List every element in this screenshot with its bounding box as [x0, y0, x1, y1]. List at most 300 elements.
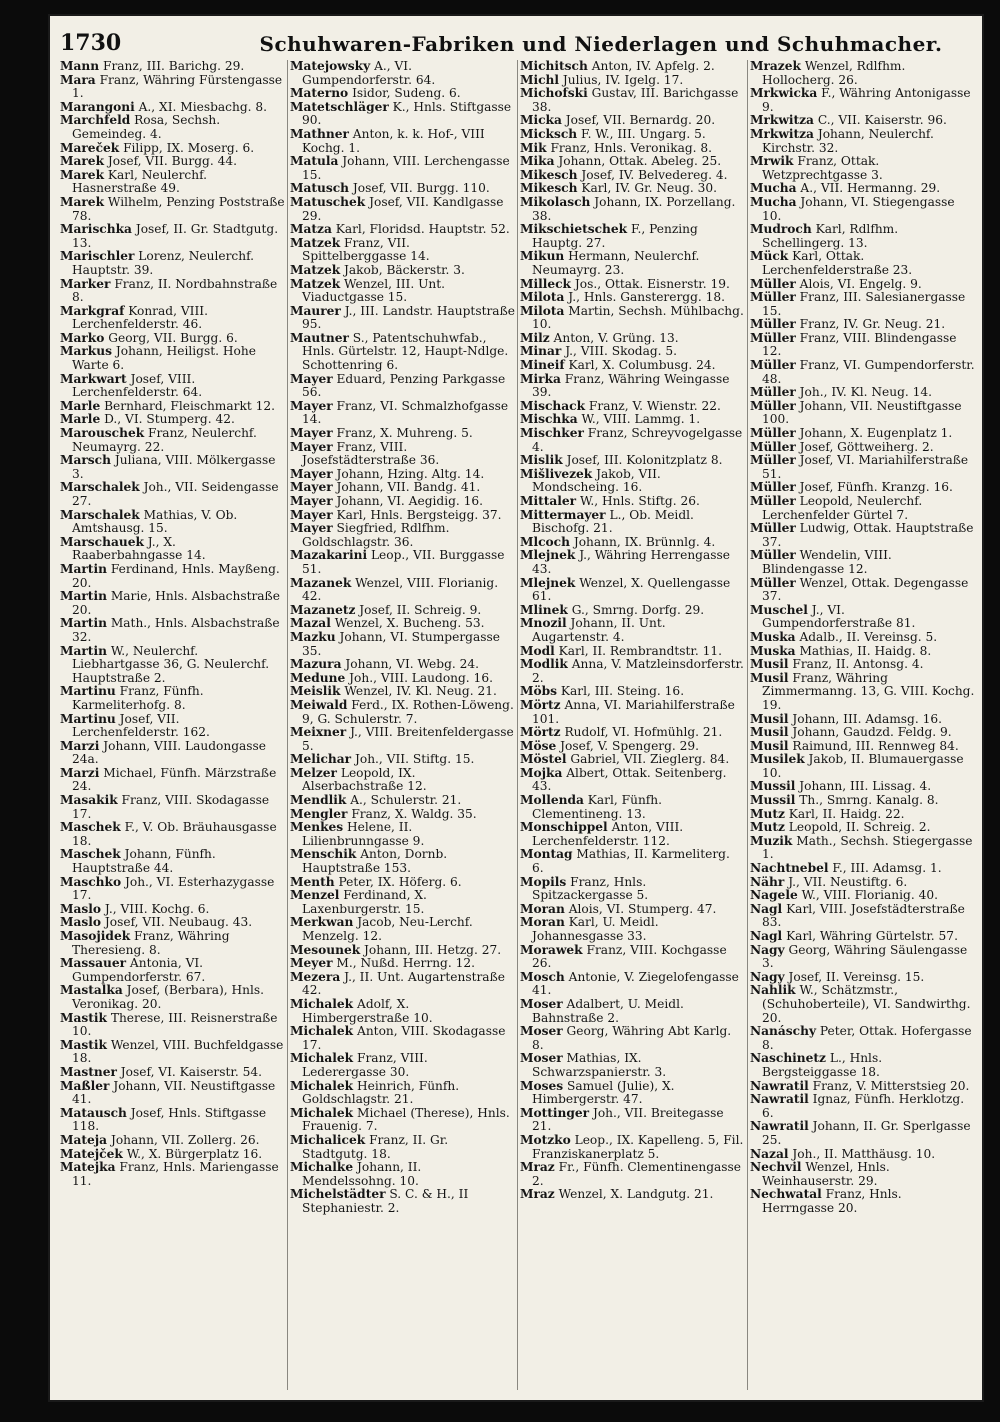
entry-name: Mörtz [520, 697, 561, 712]
entry-address: F., V. Ob. Bräuhausgasse 18. [72, 820, 277, 848]
entry-name: Martin [60, 589, 107, 604]
directory-entry [60, 794, 285, 821]
entry-name: Monschippel [520, 820, 608, 835]
entry-name: Matejka [60, 1160, 116, 1175]
entry-name: Motzko [520, 1132, 571, 1147]
entry-address: Leop., VII. Burggasse 51. [302, 548, 505, 576]
directory-entry [60, 930, 285, 957]
entry-name: Mastik [60, 1010, 107, 1025]
entry-address: Antonia, VI. Gumpendorferstr. 67. [72, 956, 206, 984]
entry-name: Maschek [60, 847, 121, 862]
entry-address: A., VI. Gumpendorferstr. 64. [302, 60, 436, 87]
directory-entry [290, 876, 515, 890]
entry-address: Adalbert, U. Meidl. Bahnstraße 2. [532, 996, 684, 1025]
entry-name: Müller [750, 494, 796, 508]
entry-address: Franz, VII. Spittelberggasse 14. [302, 235, 430, 264]
entry-address: Anton, V. Grüng. 13. [553, 330, 679, 345]
entry-address: Joh., VIII. Laudong. 16. [349, 670, 493, 685]
entry-name: Nagy [750, 942, 785, 957]
entry-address: Karl, Floridsd. Hauptstr. 52. [335, 222, 510, 237]
entry-address: Anton, Dornb. Hauptstraße 153. [302, 847, 448, 876]
entry-address: Franz, Hnls. Mariengasse 11. [72, 1160, 279, 1188]
directory-entry [750, 794, 976, 808]
directory-entry [520, 1161, 745, 1188]
directory-entry [520, 74, 745, 88]
entry-address: Johann, IX. Porzellang. 38. [532, 194, 736, 223]
entry-address: W., Schätzmstr., (Schuhoberteile), VI. Sandwirthg. 20. [762, 983, 971, 1025]
directory-entry [290, 658, 515, 672]
directory-entry [520, 87, 745, 114]
entry-address: Josef, Fünfh. Kranzg. 16. [799, 480, 953, 495]
entry-address: C., VII. Kaiserstr. 96. [817, 113, 947, 128]
entry-name: Marzi [60, 765, 100, 780]
column-2 [288, 60, 518, 1390]
entry-address: Franz, II. Antonsg. 4. [792, 657, 924, 672]
directory-entry [60, 250, 285, 277]
directory-entry [750, 1080, 976, 1094]
directory-entry [290, 1134, 515, 1161]
directory-entry [290, 617, 515, 631]
entry-address: A., XI. Miesbachg. 8. [138, 99, 268, 114]
entry-address: Karl, II. Haidg. 22. [788, 806, 905, 821]
entry-address: G., Smrng. Dorfg. 29. [571, 602, 705, 617]
entry-address: Mathias, II. Haidg. 8. [799, 643, 932, 658]
entry-address: Heinrich, Fünfh. Goldschlagstr. 21. [302, 1078, 460, 1107]
entry-address: Georg, VII. Burgg. 6. [108, 330, 238, 345]
entry-name: Nahlik [750, 983, 796, 998]
entry-name: Mayer [290, 398, 333, 413]
entry-address: Johann, Neulerchf. Kirchstr. 32. [762, 126, 934, 155]
entry-address: Samuel (Julie), X. Himbergerstr. 47. [532, 1078, 675, 1107]
directory-entry [290, 427, 515, 441]
directory-entry [750, 889, 976, 903]
directory-entry [750, 631, 976, 645]
entry-name: Matzek [290, 262, 341, 277]
entry-name: Mareček [60, 140, 120, 155]
entry-address: K., Hnls. Stiftgasse 90. [302, 99, 512, 128]
entry-name: Marle [60, 412, 101, 427]
entry-name: Müller [750, 575, 796, 590]
entry-name: Meyer [290, 956, 333, 971]
entry-address: Jakob, II. Blumauergasse 10. [762, 752, 964, 780]
entry-name: Maurer [290, 303, 341, 318]
entry-name: Maschek [60, 820, 121, 835]
entry-address: Joh., II. Matthäusg. 10. [792, 1146, 936, 1161]
entry-name: Meiwald [290, 697, 348, 712]
directory-entry [520, 155, 745, 169]
directory-entry [290, 373, 515, 400]
column-3 [518, 60, 748, 1390]
entry-name: Marischka [60, 222, 132, 237]
entry-address: Johann, III. Lissag. 4. [799, 779, 932, 794]
page-number: 1730 [60, 30, 122, 56]
entry-address: Josef, II. Schreig. 9. [359, 602, 482, 617]
entry-address: Johann, VI. Stumpergasse 35. [302, 629, 500, 658]
entry-address: Franz, VIII. Josefstädterstraße 36. [302, 439, 440, 468]
entry-address: W., VIII. Florianig. 40. [801, 888, 938, 903]
entry-name: Mrkwitza [750, 113, 814, 128]
entry-address: Filipp, IX. Moserg. 6. [123, 140, 255, 155]
directory-entry [520, 509, 745, 536]
entry-address: Franz, VIII. Skodagasse 17. [72, 793, 270, 821]
entry-address: Marie, Hnls. Alsbachstraße 20. [72, 589, 280, 617]
entry-name: Michl [520, 72, 560, 87]
entry-address: Johann, X. Eugenplatz 1. [799, 426, 953, 441]
entry-name: Müller [750, 330, 796, 345]
directory-entry [520, 1025, 745, 1052]
entry-name: Nagl [750, 901, 783, 916]
directory-entry [60, 305, 285, 332]
directory-entry [520, 305, 745, 332]
entry-name: Milota [520, 303, 565, 318]
entry-name: Matausch [60, 1105, 127, 1120]
directory-entry [520, 944, 745, 971]
entry-name: Nawratil [750, 1078, 809, 1093]
entry-address: Raimund, III. Rennweg 84. [792, 738, 959, 753]
entry-name: Mittermayer [520, 507, 606, 522]
entry-name: Michalke [290, 1160, 354, 1175]
entry-name: Musil [750, 670, 789, 685]
entry-address: Julius, IV. Igelg. 17. [562, 72, 684, 87]
entry-address: Joh., VII. Breitegasse 21. [532, 1105, 724, 1134]
entry-name: Michalek [290, 1105, 354, 1120]
entry-name: Michalek [290, 1051, 354, 1066]
directory-entry [290, 685, 515, 699]
entry-name: Nagele [750, 888, 798, 903]
directory-entry [290, 821, 515, 848]
directory-entry [520, 427, 745, 454]
entry-name: Melzer [290, 765, 337, 780]
entry-name: Mara [60, 72, 96, 87]
entry-address: Franz, Fünfh. Karmeliterhofg. 8. [72, 684, 204, 712]
entry-name: Mesounek [290, 942, 361, 957]
directory-entry [520, 794, 745, 821]
entry-name: Micksch [520, 126, 578, 141]
directory-entry [60, 916, 285, 930]
entry-name: Müller [750, 453, 796, 468]
directory-entry [520, 332, 745, 346]
directory-entry [520, 645, 745, 659]
entry-name: Masakik [60, 793, 118, 808]
entry-name: Mlinek [520, 602, 568, 617]
entry-address: Karl, III. Steing. 16. [560, 684, 685, 699]
entry-address: A., VII. Hermanng. 29. [800, 181, 941, 196]
entry-address: Johann, VII. Zollerg. 26. [110, 1132, 260, 1147]
directory-entry [60, 427, 285, 454]
entry-name: Muschel [750, 602, 808, 617]
directory-entry [290, 577, 515, 604]
directory-entry [750, 1188, 976, 1215]
scan-border [0, 0, 50, 1422]
directory-entry [60, 821, 285, 848]
entry-name: Marangoni [60, 99, 135, 114]
entry-name: Masojidek [60, 929, 131, 943]
directory-entry [290, 1107, 515, 1134]
directory-entry [290, 332, 515, 373]
directory-entry [60, 101, 285, 115]
directory-entry [520, 128, 745, 142]
entry-name: Mezera [290, 969, 341, 984]
entry-name: Mautner [290, 330, 349, 345]
directory-entry [60, 278, 285, 305]
directory-entry [290, 726, 515, 753]
entry-address: Jos., Ottak. Eisnerstr. 19. [574, 276, 730, 291]
directory-entry [750, 522, 976, 549]
directory-entry [520, 250, 745, 277]
entry-name: Marker [60, 276, 111, 291]
directory-entry [750, 1120, 976, 1147]
entry-address: F., Währing Antonigasse 9. [762, 86, 971, 114]
entry-address: J., VIII. Skodag. 5. [565, 344, 678, 359]
entry-address: Joh., VII. Stiftg. 15. [354, 752, 475, 767]
directory-entry [750, 726, 976, 740]
directory-entry [290, 794, 515, 808]
entry-address: Lorenz, Neulerchf. Hauptstr. 39. [72, 249, 255, 277]
entry-address: Johann, VI. Webg. 24. [345, 657, 480, 672]
entry-address: Wenzel, Ottak. Degengasse 37. [762, 575, 969, 604]
entry-name: Mayer [290, 371, 333, 386]
directory-entry [750, 250, 976, 277]
entry-name: Mittaler [520, 494, 577, 508]
directory-entry [750, 1093, 976, 1120]
directory-entry [520, 536, 745, 550]
entry-name: Moser [520, 996, 563, 1011]
directory-entry [290, 182, 515, 196]
entry-name: Mischka [520, 412, 578, 427]
entry-name: Mussil [750, 793, 796, 808]
directory-entry [750, 903, 976, 930]
directory-entry [750, 495, 976, 522]
directory-entry [520, 726, 745, 740]
directory-entry [520, 577, 745, 604]
entry-address: Karl, Hnls. Bergsteigg. 37. [336, 507, 502, 522]
directory-entry [290, 1188, 515, 1215]
directory-entry [290, 1161, 515, 1188]
entry-name: Musil [750, 725, 789, 740]
entry-address: Wenzel, III. Unt. Viaductgasse 15. [302, 276, 445, 305]
entry-address: Adalb., II. Vereinsg. 5. [799, 629, 938, 644]
directory-entry [290, 889, 515, 916]
entry-address: S. C. & H., II Stephaniestr. 2. [302, 1187, 469, 1215]
directory-entry [520, 468, 745, 495]
directory-entry [520, 345, 745, 359]
entry-address: Josef, VI. Mariahilferstraße 51. [762, 453, 969, 481]
entry-address: L., Hnls. Bergsteiggasse 18. [762, 1051, 883, 1079]
directory-entry [60, 1134, 285, 1148]
entry-name: Nazal [750, 1146, 789, 1161]
directory-entry [750, 155, 976, 182]
column-1 [58, 60, 288, 1390]
entry-name: Mnozil [520, 616, 567, 631]
entry-name: Michalek [290, 1024, 354, 1039]
directory-entry [60, 400, 285, 414]
directory-entry [750, 278, 976, 292]
entry-address: Franz, Währing Theresieng. 8. [72, 929, 230, 957]
entry-name: Naschinetz [750, 1051, 826, 1066]
directory-entry [750, 549, 976, 576]
directory-entry [520, 740, 745, 754]
entry-address: Franz, VIII. Blindengasse 12. [762, 330, 957, 359]
entry-name: Nechvil [750, 1160, 802, 1175]
entry-address: Wenzel, IV. Kl. Neug. 21. [344, 684, 497, 699]
entry-address: Franz, III. Barichg. 29. [103, 60, 245, 73]
entry-name: Mussil [750, 779, 796, 794]
entry-name: Nähr [750, 874, 785, 889]
entry-name: Mayer [290, 521, 333, 536]
entry-address: Ferdinand, Hnls. Mayßeng. 20. [72, 561, 280, 590]
entry-name: Mastalka [60, 983, 123, 998]
entry-address: Josef, IV. Belvedereg. 4. [581, 167, 728, 182]
entry-name: Mutz [750, 806, 785, 821]
directory-entry [290, 848, 515, 875]
directory-entry [60, 454, 285, 481]
entry-address: Johann, Heiligst. Hohe Warte 6. [72, 344, 256, 373]
entry-address: Wenzel, VIII. Florianig. 42. [302, 575, 499, 604]
entry-address: Joh., VI. Esterhazygasse 17. [72, 874, 275, 903]
entry-name: Nawratil [750, 1119, 809, 1134]
entry-address: S., Patentschuhwfab., Hnls. Gürtelstr. 12, Haupt-Ndlge. Schottenring 6. [302, 330, 509, 373]
entry-name: Möbs [520, 684, 558, 699]
directory-columns [58, 60, 978, 1390]
entry-name: Muzik [750, 833, 793, 848]
entry-name: Musilek [750, 752, 805, 767]
entry-address: W., Neulerchf. Liebhartgasse 36, G. Neulerchf. Hauptstraße 2. [72, 643, 270, 685]
entry-name: Marek [60, 194, 105, 209]
entry-name: Mosch [520, 969, 565, 984]
entry-name: Mopils [520, 874, 567, 889]
entry-name: Marchfeld [60, 113, 131, 128]
column-4 [748, 60, 978, 1390]
directory-entry [520, 400, 745, 414]
entry-address: Johann, Hzing. Altg. 14. [336, 466, 485, 481]
directory-entry [60, 223, 285, 250]
entry-name: Modlik [520, 657, 568, 672]
directory-entry [290, 1080, 515, 1107]
directory-entry [290, 916, 515, 943]
directory-entry [520, 454, 745, 468]
directory-entry [60, 740, 285, 767]
entry-address: Wenzel, X. Bucheng. 53. [334, 616, 485, 631]
entry-address: Leopold, IX. Alserbachstraße 12. [302, 765, 427, 794]
directory-entry [750, 658, 976, 672]
directory-entry [290, 522, 515, 549]
entry-name: Marek [60, 154, 105, 169]
entry-name: Markus [60, 344, 112, 359]
directory-entry [520, 998, 745, 1025]
entry-address: Helene, II. Lilienbrunngasse 9. [302, 820, 425, 848]
entry-address: Peter, Ottak. Hofergasse 8. [762, 1024, 972, 1052]
directory-entry [520, 413, 745, 427]
entry-name: Massauer [60, 956, 127, 971]
entry-address: J., VIII. Breitenfeldergasse 5. [302, 725, 514, 753]
directory-entry [520, 916, 745, 943]
directory-entry [290, 631, 515, 658]
directory-entry [290, 549, 515, 576]
directory-entry [60, 767, 285, 794]
entry-name: Moran [520, 901, 565, 916]
directory-entry [290, 481, 515, 495]
directory-entry [520, 685, 745, 699]
entry-address: Josef, VII. Burgg. 44. [107, 154, 237, 169]
entry-name: Martinu [60, 684, 116, 699]
directory-entry [60, 481, 285, 508]
entry-address: Karl, U. Meidl. Johannesgasse 33. [532, 915, 659, 943]
directory-entry [290, 753, 515, 767]
entry-address: Karl, VIII. Josefstädterstraße 83. [762, 901, 965, 930]
entry-address: Leopold, Neulerchf. Lerchenfelder Gürtel 7. [762, 494, 923, 522]
directory-entry [750, 984, 976, 1025]
directory-entry [290, 509, 515, 523]
entry-name: Maslo [60, 901, 102, 916]
entry-name: Matzek [290, 235, 341, 250]
directory-entry [520, 278, 745, 292]
entry-name: Mottinger [520, 1105, 590, 1120]
entry-address: J., III. Landstr. Hauptstraße 95. [302, 303, 515, 332]
entry-address: Anton, k. k. Hof-, VIII Kochg. 1. [302, 126, 485, 155]
entry-address: Johann, VII. Neustiftgasse 100. [762, 398, 962, 427]
entry-address: Josef, Hnls. Stiftgasse 118. [72, 1105, 267, 1134]
entry-address: Johann, Ottak. Abeleg. 25. [558, 154, 722, 169]
entry-name: Mischker [520, 426, 584, 441]
entry-address: Juliana, VIII. Mölkergasse 3. [72, 453, 276, 481]
entry-address: Hermann, Neulerchf. Neumayrg. 23. [532, 249, 700, 277]
entry-address: Anna, V. Matzleinsdorferstr. 2. [532, 657, 744, 685]
entry-address: Karl, Neulerchf. Hasnerstraße 49. [72, 167, 208, 196]
entry-address: Leopold, II. Schreig. 2. [788, 820, 931, 835]
directory-entry [520, 60, 745, 74]
directory-entry [520, 114, 745, 128]
directory-entry [520, 196, 745, 223]
directory-entry [750, 454, 976, 481]
entry-address: Wenzel, Rdlfhm. Hollocherg. 26. [762, 60, 906, 87]
directory-entry [290, 944, 515, 958]
entry-address: Franz, II. Nordbahnstraße 8. [72, 276, 278, 305]
entry-address: Johann, VII. Neustiftgasse 41. [72, 1078, 276, 1107]
entry-address: Martin, Sechsh. Mühlbachg. 10. [532, 303, 744, 332]
directory-entry [60, 413, 285, 427]
entry-name: Mudroch [750, 222, 812, 237]
entry-name: Mateja [60, 1132, 108, 1147]
entry-name: Müller [750, 480, 796, 495]
entry-name: Maslo [60, 915, 102, 930]
entry-name: Medune [290, 670, 346, 685]
entry-address: Ludwig, Ottak. Hauptstraße 37. [762, 521, 974, 549]
entry-address: J., VII. Neustiftg. 6. [788, 874, 908, 889]
entry-name: Müller [750, 521, 796, 536]
directory-entry [290, 971, 515, 998]
entry-name: Mück [750, 249, 789, 264]
directory-entry [520, 821, 745, 848]
entry-name: Mirka [520, 371, 561, 386]
entry-name: Mazku [290, 629, 336, 644]
directory-entry [520, 658, 745, 685]
entry-address: Jacob, Neu-Lerchf. Menzelg. 12. [302, 915, 473, 943]
entry-name: Möse [520, 738, 557, 753]
directory-entry [750, 835, 976, 862]
entry-address: Wenzel, X. Landgutg. 21. [558, 1187, 714, 1202]
directory-entry [520, 169, 745, 183]
entry-name: Matejček [60, 1146, 123, 1161]
directory-entry [290, 400, 515, 427]
entry-name: Matula [290, 154, 339, 169]
directory-entry [520, 699, 745, 726]
entry-address: Jakob, VII. Mondscheing. 16. [532, 466, 661, 495]
entry-name: Milleck [520, 276, 571, 291]
entry-address: Rosa, Sechsh. Gemeindeg. 4. [72, 113, 221, 141]
entry-address: Karl, X. Columbusg. 24. [568, 358, 716, 373]
directory-page [50, 16, 982, 1400]
entry-name: Matuschek [290, 194, 366, 209]
